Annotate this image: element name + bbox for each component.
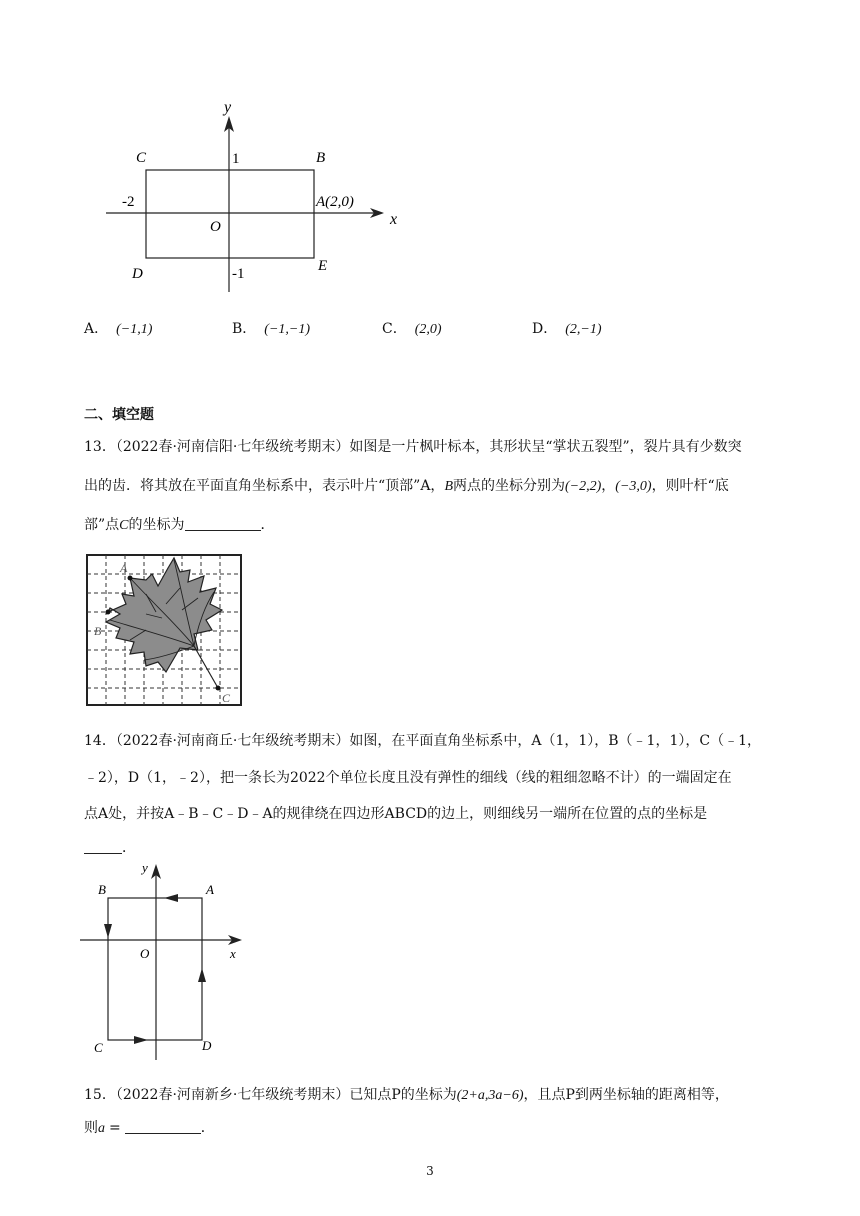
q13-coord-a: (−2,2) <box>565 479 602 494</box>
q15-line-1 <box>84 1085 729 1106</box>
q13-line-2 <box>84 476 729 497</box>
section-title: 二、填空题 <box>84 407 154 423</box>
q14-point-a-label: A <box>206 882 214 897</box>
q14-line-2: ﹣2），D（1，﹣2），把一条长为2022个单位长度且没有弹性的细线（线的粗细忽略不计）的一端固定在 <box>84 770 732 786</box>
option-d-letter: D． <box>532 321 558 337</box>
q13-coord-b: (−3,0) <box>615 479 652 494</box>
q13-maple-leaf-figure <box>86 554 242 706</box>
point-b-label: B <box>316 150 326 166</box>
q14-answer-blank <box>84 839 122 854</box>
q15-var-a: a <box>98 1121 105 1136</box>
point-a-label: A(2,0) <box>316 194 354 210</box>
q15-line-2 <box>84 1118 215 1139</box>
option-a <box>84 318 152 338</box>
option-d <box>532 318 602 338</box>
q15-line-2a: 则 <box>84 1120 98 1136</box>
q15-equals: = <box>109 1120 121 1136</box>
q14-point-c-label: C <box>94 1040 103 1055</box>
option-d-value: (2,−1) <box>565 322 602 337</box>
q13-comma: ， <box>601 478 616 494</box>
option-b <box>232 318 310 338</box>
q14-x-label: x <box>230 946 236 961</box>
leaf-point-a-label: A <box>120 561 128 575</box>
q13-line-2a: 出的齿．将其放在平面直角坐标系中，表示叶片“顶部”A， <box>84 478 445 494</box>
q14-y-label: y <box>142 860 148 875</box>
tick-1-label: 1 <box>232 151 240 167</box>
q15-line-2d: ． <box>200 1120 215 1136</box>
option-b-value: (−1,−1) <box>264 322 311 337</box>
q13-line-2g: ，则叶杆“底 <box>651 478 729 494</box>
tick-neg1-label: -1 <box>232 266 245 282</box>
q13-line-1: 13．（2022春·河南信阳·七年级统考期末）如图是一片枫叶标本，其形状呈“掌状五裂型”，裂片具有少数突 <box>84 439 742 455</box>
option-a-letter: A． <box>84 321 109 337</box>
q13-point-c: C <box>119 518 129 533</box>
q15-line-1a: 15．（2022春·河南新乡·七年级统考期末）已知点P的坐标为 <box>84 1087 457 1103</box>
q15-coord: (2+a,3a−6) <box>456 1088 524 1103</box>
option-b-letter: B． <box>232 321 257 337</box>
option-c-letter: C． <box>382 321 407 337</box>
option-a-value: (−1,1) <box>116 322 153 337</box>
q14-origin-label: O <box>140 946 150 961</box>
q13-line-3d: ． <box>260 517 275 533</box>
q13-line-3c: 的坐标为 <box>128 517 185 533</box>
option-c-value: (2,0) <box>414 322 442 337</box>
q13-point-b: B <box>444 479 453 494</box>
q13-line-2c: 两点的坐标分别为 <box>453 478 565 494</box>
q13-line-3 <box>84 515 275 536</box>
q12-coordinate-figure <box>100 92 410 302</box>
q15-answer-blank <box>125 1119 201 1134</box>
leaf-point-b-label: B <box>94 624 102 638</box>
page-number: 3 <box>426 1164 434 1178</box>
leaf-point-c-label: C <box>222 691 231 705</box>
point-c-label: C <box>136 150 147 166</box>
q14-line-1: 14．（2022春·河南商丘·七年级统考期末）如图，在平面直角坐标系中，A（1，1），B（﹣1，1），C（﹣1， <box>84 733 761 749</box>
q15-line-1c: ，且点P到两坐标轴的距离相等， <box>523 1087 729 1103</box>
q14-point-b-label: B <box>98 882 106 897</box>
q13-line-3a: 部”点 <box>84 517 120 533</box>
q14-line-4-end: ． <box>122 840 136 856</box>
q13-answer-blank <box>185 516 261 531</box>
y-axis-label: y <box>224 99 232 116</box>
q14-path-figure <box>80 854 250 1064</box>
q14-point-d-label: D <box>202 1038 212 1053</box>
point-d-label: D <box>132 266 143 282</box>
q14-line-3: 点A处，并按A﹣B﹣C﹣D﹣A的规律绕在四边形ABCD的边上，则细线另一端所在位置的点的坐标是 <box>84 806 708 822</box>
option-c <box>382 318 442 338</box>
tick-neg2-label: -2 <box>122 194 135 210</box>
x-axis-label: x <box>390 211 398 228</box>
point-e-label: E <box>318 258 328 274</box>
origin-label: O <box>210 219 221 235</box>
